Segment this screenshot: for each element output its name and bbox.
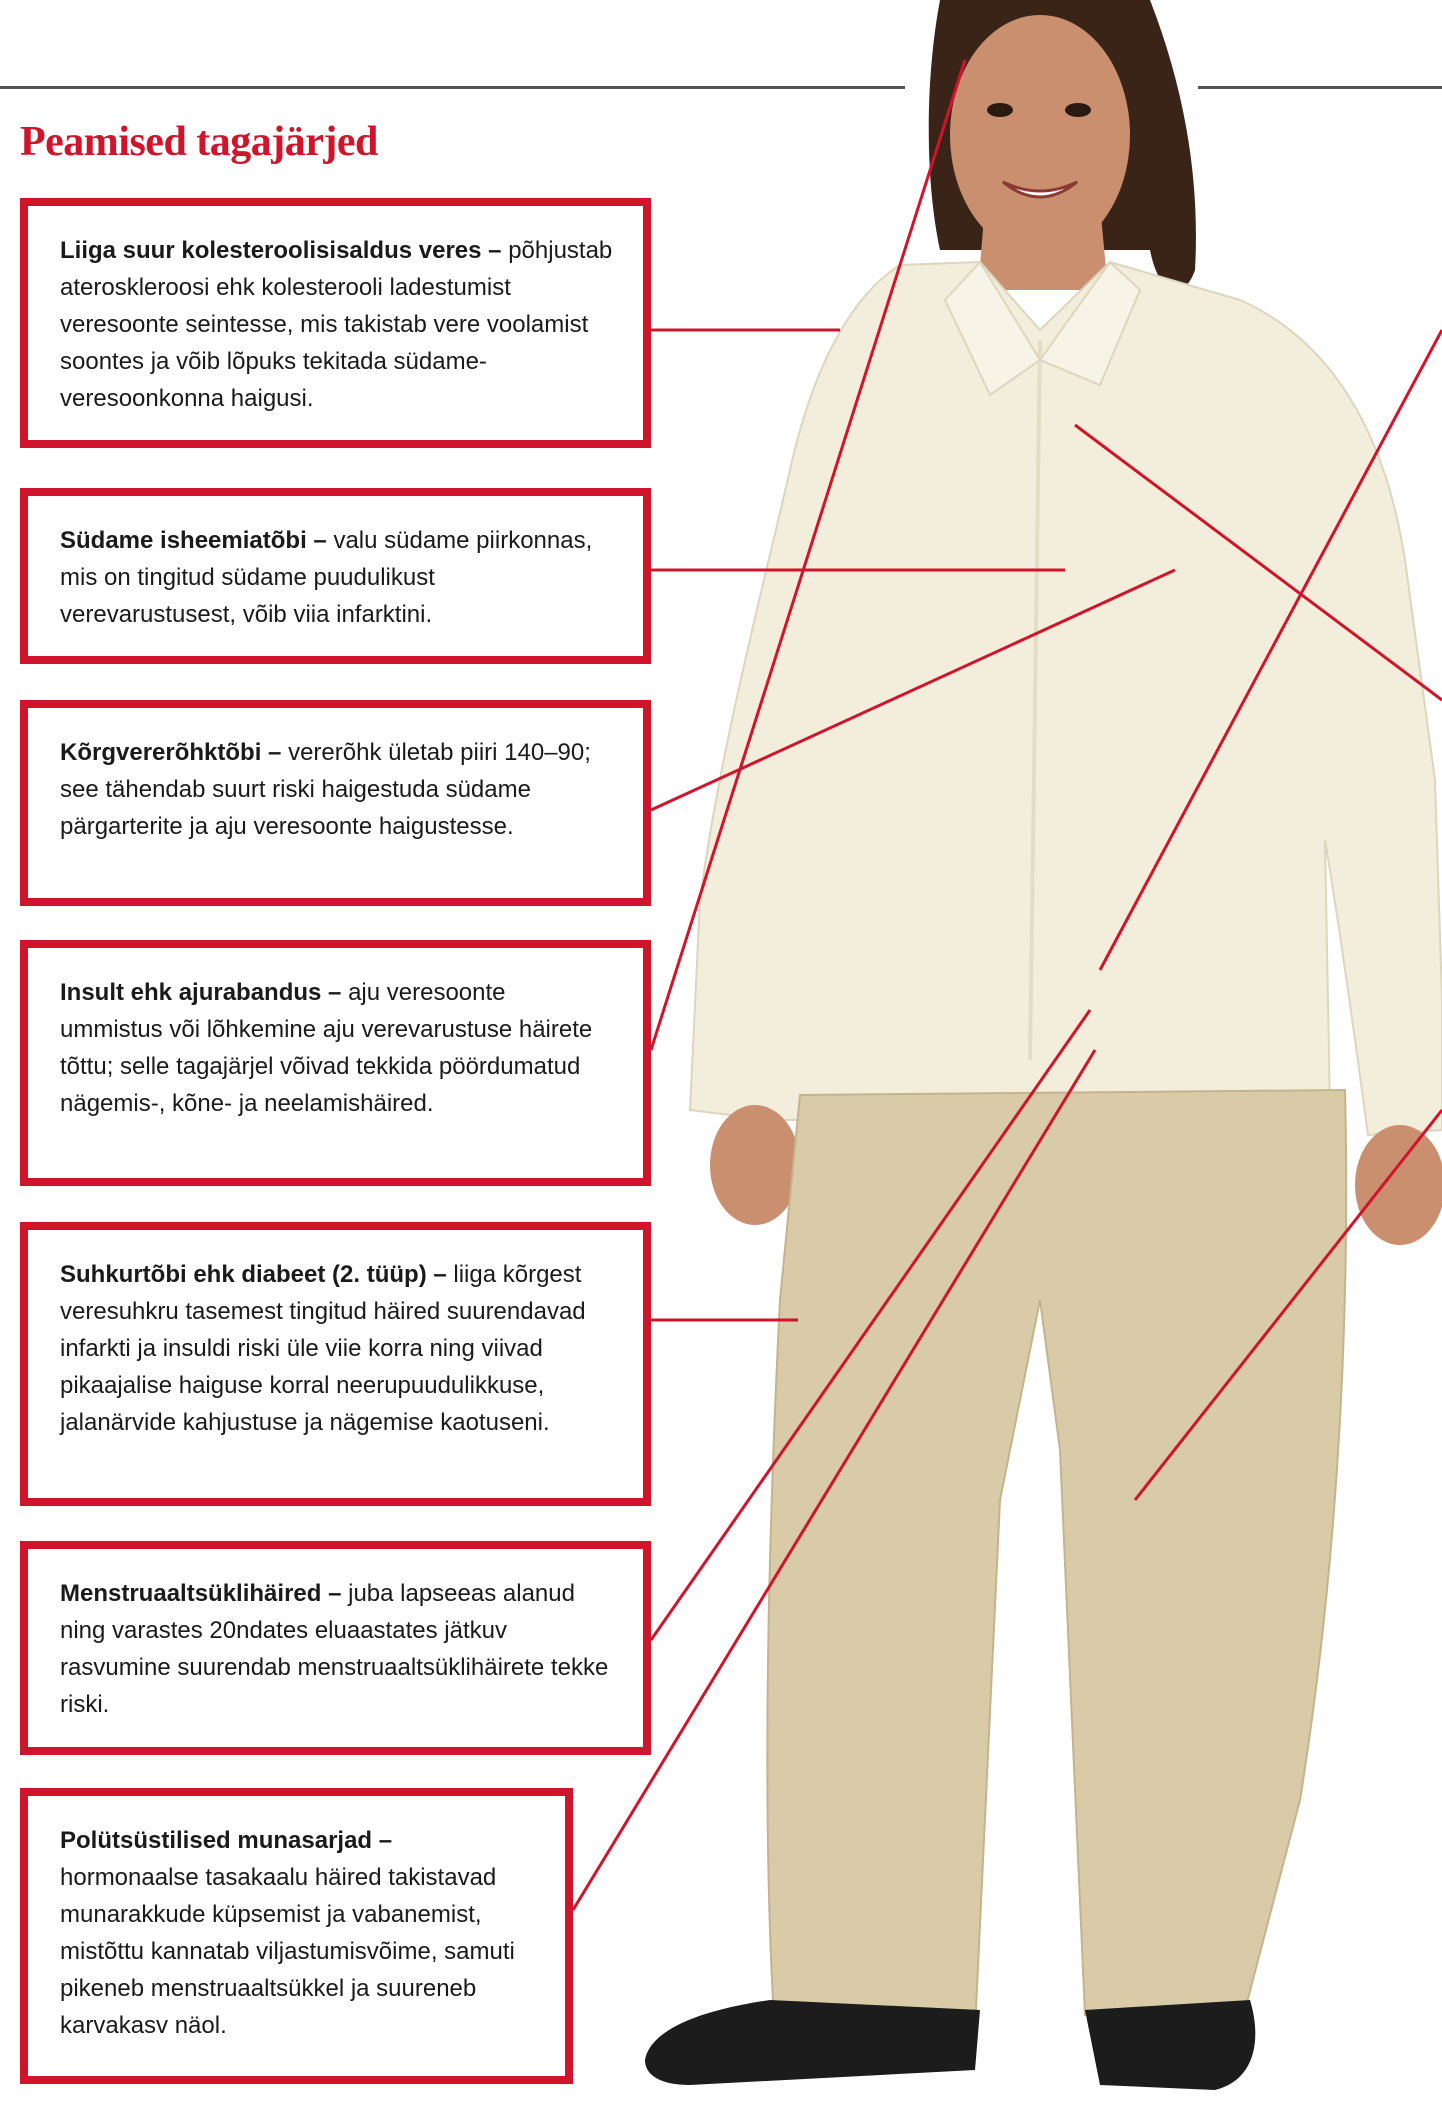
condition-text-5: liiga kõrgest veresuhkru tasemest tingitud häired suurendavad infarkti ja insuldi riski üle viie korra ning viivad pikaajalise haiguse korral neerupuudulikkuse, jalanärvide kahjustuse ja nägemise kaotuseni. [60,1261,586,1436]
condition-title-5: Suhkurtõbi ehk diabeet (2. tüüp) [60,1261,427,1288]
condition-text-2: valu südame piirkonnas, mis on tingitud südame puudulikust verevarustusest, võib viia infarktini. [60,527,593,628]
condition-title-2: Südame isheemiatõbi [60,527,307,554]
condition-box-6: Menstruaaltsüklihäired – juba lapseeas alanud ning varastes 20ndates eluaastates jätkuv rasvumine suurendab menstruaaltsüklihäirete tekke riski. [20,1541,651,1755]
right-hand [1355,1125,1442,1245]
condition-text-1: põhjustab ateroskleroosi ehk kolesterooli ladestumist veresoonte seintesse, mis takistab vere voolamist soontes ja võib lõpuks tekitada südame-veresoonkonna haigusi. [60,237,613,412]
condition-box-7: Polütsüstilised munasarjad – hormonaalse tasakaalu häired takistavad munarakkude küpsemist ja vabanemist, mistõttu kannatab viljastumisvõime, samuti pikeneb menstruaaltsükkel ja suureneb karvakasv näol. [20,1788,573,2084]
left-hand [710,1105,800,1225]
condition-box-4: Insult ehk ajurabandus – aju veresoonte ummistus või lõhkemine aju verevarustuse häirete tõttu; selle tagajärjel võivad tekkida pöördumatud nägemis-, kõne- ja neelamishäired. [20,940,651,1186]
condition-box-3: Kõrgvererõhktõbi – vererõhk ületab piiri 140–90; see tähendab suurt riski haigestuda südame pärgarterite ja aju veresoonte haigustesse. [20,700,651,906]
page-heading: Peamised tagajärjed [20,119,378,165]
condition-box-1: Liiga suur kolesteroolisisaldus veres – põhjustab ateroskleroosi ehk kolesterooli ladestumist veresoonte seintesse, mis takistab vere voolamist soontes ja võib lõpuks tekitada südame-veresoonkonna haigusi. [20,198,651,448]
condition-title-7: Polütsüstilised munasarjad [60,1827,373,1854]
condition-text-6: juba lapseeas alanud ning varastes 20ndates eluaastates jätkuv rasvumine suurendab menstruaaltsüklihäirete tekke riski. [60,1580,609,1718]
right-shoe [1085,2000,1255,2090]
condition-box-2: Südame isheemiatõbi – valu südame piirkonnas, mis on tingitud südame puudulikust verevarustusest, võib viia infarktini. [20,488,651,664]
condition-text-7: hormonaalse tasakaalu häired takistavad munarakkude küpsemist ja vabanemist, mistõttu kannatab viljastumisvõime, samuti pikeneb menstruaaltsükkel ja suureneb karvakasv näol. [60,1864,515,2039]
condition-title-4: Insult ehk ajurabandus [60,979,322,1006]
condition-title-1: Liiga suur kolesteroolisisaldus veres [60,237,482,264]
pants [767,1090,1346,2035]
left-shoe [645,2000,980,2085]
condition-text-3: vererõhk ületab piiri 140–90; see tähendab suurt riski haigestuda südame pärgarterite ja aju veresoonte haigustesse. [60,739,591,840]
condition-title-3: Kõrgvererõhktõbi [60,739,262,766]
condition-box-5: Suhkurtõbi ehk diabeet (2. tüüp) – liiga kõrgest veresuhkru tasemest tingitud häired suurendavad infarkti ja insuldi riski üle viie korra ning viivad pikaajalise haiguse korral neerupuudulikkuse, jalanärvide kahjustuse ja nägemise kaotuseni. [20,1222,651,1506]
condition-title-6: Menstruaaltsüklihäired [60,1580,322,1607]
shirt [690,262,1442,1135]
condition-text-4: aju veresoonte ummistus või lõhkemine aju verevarustuse häirete tõttu; selle tagajärjel võivad tekkida pöördumatud nägemis-, kõne- ja neelamishäired. [60,979,593,1117]
face [950,15,1130,255]
